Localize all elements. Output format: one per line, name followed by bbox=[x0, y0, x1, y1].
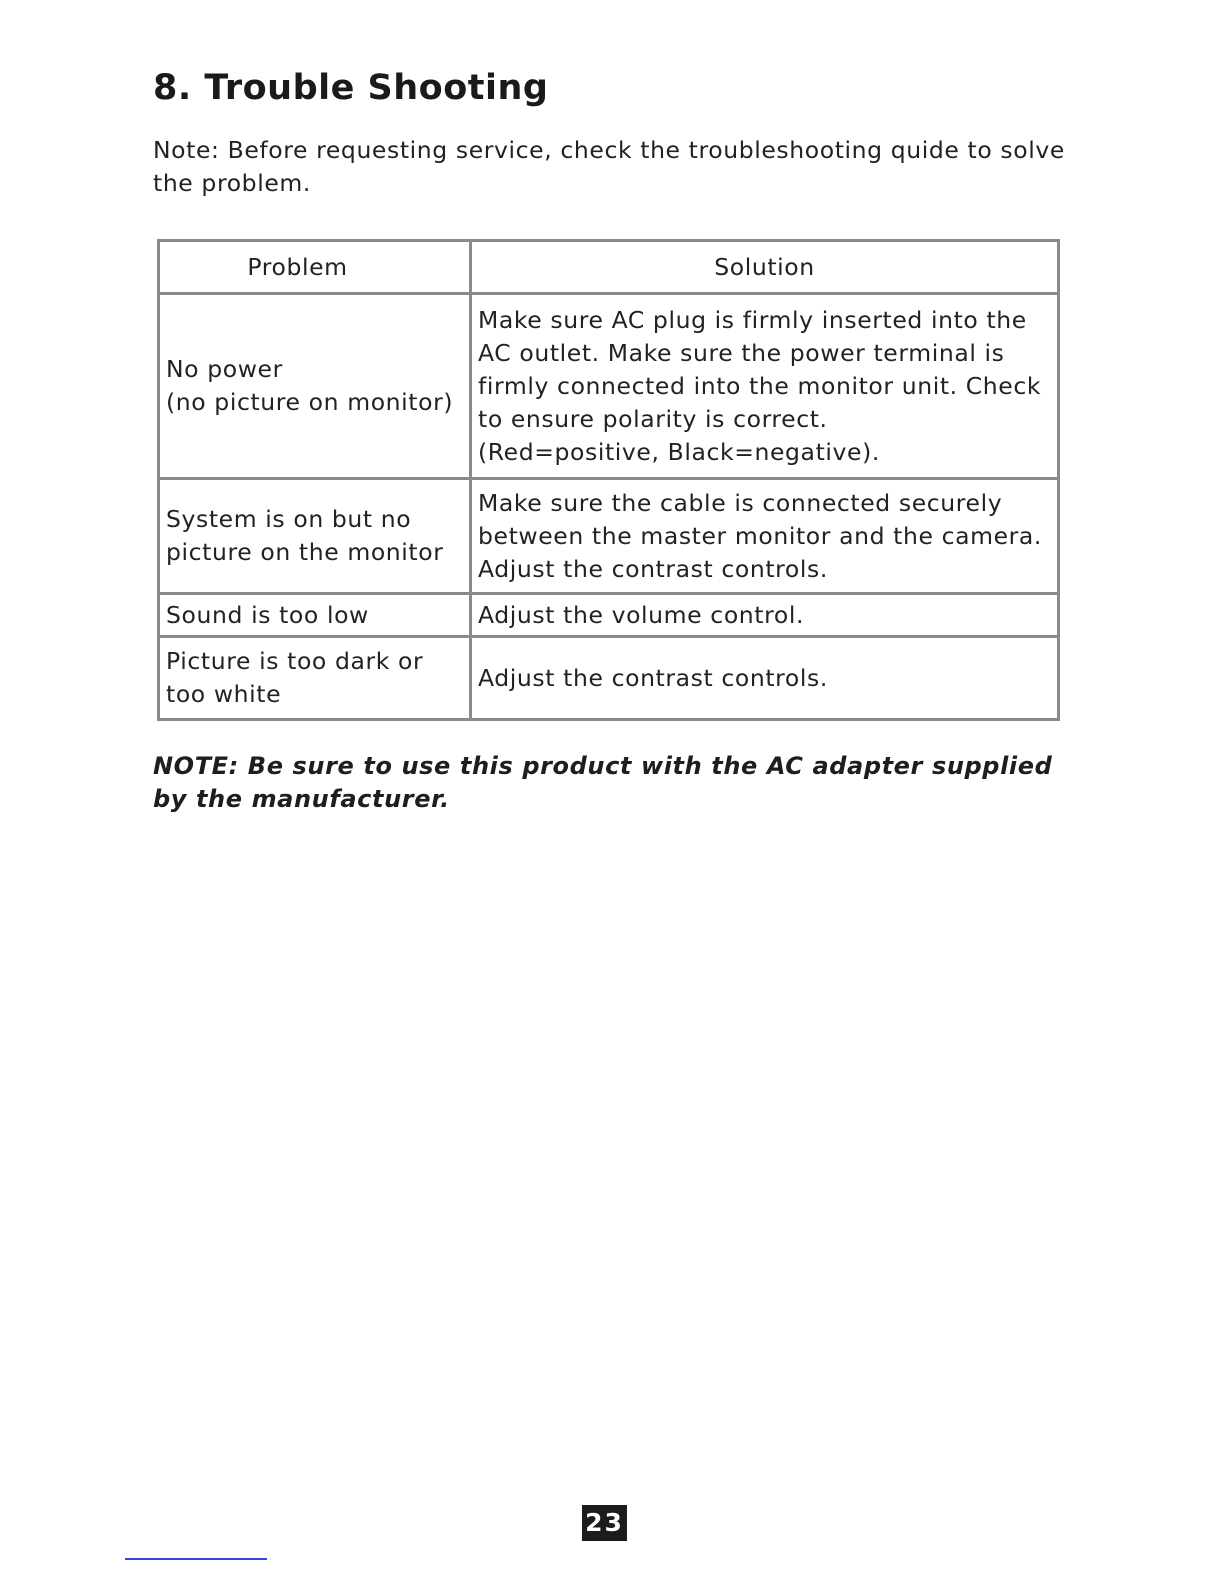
problem-line: System is on but no bbox=[166, 505, 412, 533]
problem-line: too white bbox=[166, 680, 282, 708]
solution-line: firmly connected into the monitor unit. Check bbox=[478, 371, 1042, 400]
solution-line: Make sure the cable is connected securely bbox=[478, 488, 1003, 517]
problem-cell bbox=[159, 294, 471, 479]
table-row bbox=[159, 637, 1059, 720]
problem-line: No power bbox=[166, 355, 283, 383]
problem-cell bbox=[159, 479, 471, 594]
solution-line: to ensure polarity is correct. bbox=[478, 404, 828, 433]
solution-line: Adjust the contrast controls. bbox=[478, 554, 828, 583]
solution-cell bbox=[471, 594, 1059, 637]
intro-note: Note: Before requesting service, check the troubleshooting quide to solve the problem. bbox=[153, 136, 1065, 197]
header-solution: Solution bbox=[471, 241, 1059, 294]
problem-cell bbox=[159, 594, 471, 637]
table-row bbox=[159, 479, 1059, 594]
problem-line: Picture is too dark or bbox=[166, 647, 424, 675]
solution-line: AC outlet. Make sure the power terminal is bbox=[478, 338, 1005, 367]
adapter-note bbox=[153, 750, 1073, 816]
table-row bbox=[159, 594, 1059, 637]
problem-line: Sound is too low bbox=[166, 600, 369, 629]
troubleshooting-table bbox=[157, 239, 1060, 721]
solution-cell bbox=[471, 294, 1059, 479]
table-header-row bbox=[159, 241, 1059, 294]
header-problem: Problem bbox=[159, 241, 471, 294]
footer-rule bbox=[125, 1558, 267, 1560]
solution-line: Make sure AC plug is firmly inserted into the bbox=[478, 305, 1027, 334]
problem-line: (no picture on monitor) bbox=[166, 388, 454, 416]
solution-line: between the master monitor and the camera. bbox=[478, 521, 1043, 550]
page-title: 8. Trouble Shooting bbox=[153, 68, 549, 108]
note-line: NOTE: Be sure to use this product with the AC adapter supplied bbox=[153, 752, 1053, 780]
solution-cell bbox=[471, 637, 1059, 720]
solution-line: Adjust the contrast controls. bbox=[478, 663, 828, 692]
table-row bbox=[159, 294, 1059, 479]
problem-cell bbox=[159, 637, 471, 720]
solution-line: Adjust the volume control. bbox=[478, 600, 805, 629]
solution-line: (Red=positive, Black=negative). bbox=[478, 437, 880, 466]
note-line: by the manufacturer. bbox=[153, 785, 450, 813]
problem-line: picture on the monitor bbox=[166, 538, 444, 566]
solution-cell bbox=[471, 479, 1059, 594]
page-number: 23 bbox=[582, 1505, 627, 1541]
